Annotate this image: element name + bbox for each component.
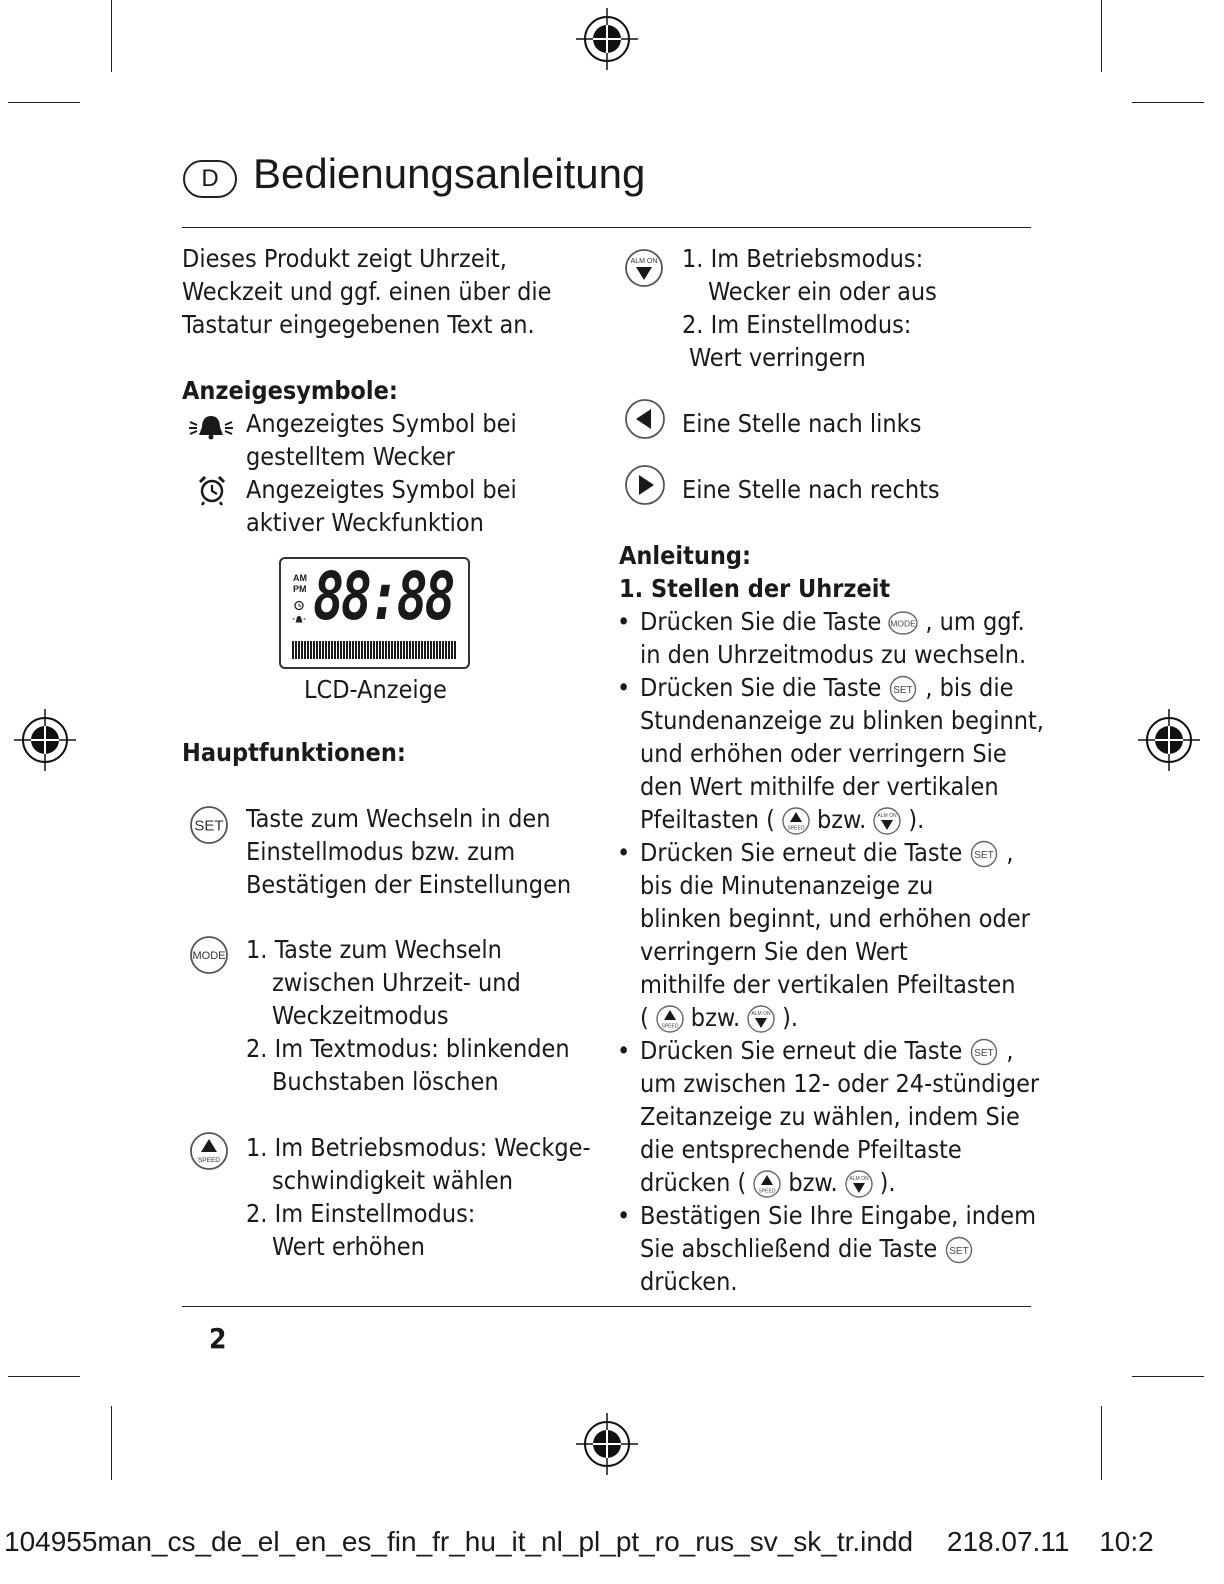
- crop-mark: [111, 0, 112, 72]
- instruction-line: [640, 1232, 981, 1265]
- alarm-clock-icon: [197, 474, 227, 506]
- instruction-text: ,: [1006, 1036, 1014, 1065]
- alarm-set-text: Angezeigtes Symbol bei: [246, 409, 517, 438]
- svg-text:SET: SET: [893, 685, 914, 696]
- instruction-text: bzw.: [816, 805, 867, 834]
- lcd-pm-label: PM: [293, 584, 307, 594]
- instruction-text: die entsprechende Pfeiltaste: [640, 1135, 962, 1164]
- crop-mark: [8, 102, 80, 103]
- alarm-active-text: aktiver Weckfunktion: [246, 508, 484, 537]
- instruction-text: (: [640, 1003, 649, 1032]
- set-key-inline-icon: [943, 1236, 975, 1264]
- instruction-text: Bestätigen Sie Ihre Eingabe, indem: [640, 1201, 1036, 1230]
- symbols-heading: Anzeigesymbole:: [182, 376, 398, 405]
- set-key-inline-icon: [887, 675, 919, 703]
- intro-line: Weckzeit und ggf. einen über die: [182, 277, 552, 306]
- instruction-text: und erhöhen oder verringern Sie: [640, 739, 1007, 768]
- alarm-set-text: gestelltem Wecker: [246, 442, 455, 471]
- page-number: 2: [209, 1322, 227, 1355]
- left-function-text: Eine Stelle nach links: [682, 409, 922, 438]
- language-badge: [183, 160, 237, 198]
- bullet-dot: •: [617, 1036, 631, 1065]
- instructions-subheading: 1. Stellen der Uhrzeit: [619, 574, 891, 603]
- svg-text:ALM ON: ALM ON: [849, 1176, 869, 1182]
- page-title: Bedienungsanleitung: [253, 150, 646, 197]
- almon-function-text: Wert verringern: [689, 343, 866, 372]
- mode-key-label: MODE: [192, 950, 226, 962]
- crop-mark: [1132, 1376, 1204, 1377]
- left-arrow-key-icon: [624, 398, 666, 440]
- almon-down-key-icon: [624, 248, 664, 288]
- alarm-active-text: Angezeigtes Symbol bei: [246, 475, 517, 504]
- svg-text:ALM ON: ALM ON: [751, 1011, 771, 1017]
- instruction-text: , bis die: [925, 673, 1014, 702]
- crop-mark: [8, 1376, 80, 1377]
- instruction-line: [640, 803, 924, 836]
- speed-up-inline-icon: [752, 1169, 782, 1199]
- instruction-text: um zwischen 12- oder 24-stündiger: [640, 1069, 1040, 1098]
- speed-up-inline-icon: [655, 1004, 685, 1034]
- intro-line: Tastatur eingegebenen Text an.: [182, 310, 535, 339]
- instruction-text: den Wert mithilfe der vertikalen: [640, 772, 999, 801]
- lcd-display: [279, 557, 470, 669]
- print-slug: [4, 1524, 1154, 1560]
- right-arrow-key-icon: [624, 464, 666, 506]
- instruction-text: drücken.: [640, 1267, 738, 1296]
- registration-mark-icon: [1138, 709, 1200, 771]
- speed-up-inline-icon: [781, 806, 811, 836]
- bullet-dot: •: [617, 1201, 631, 1230]
- instruction-text: ).: [908, 805, 925, 834]
- instruction-text: bzw.: [690, 1003, 741, 1032]
- instruction-line: [640, 836, 1013, 869]
- mode-key-icon: [189, 935, 229, 975]
- svg-text:SPEED: SPEED: [758, 1188, 776, 1195]
- instruction-text: ).: [782, 1003, 799, 1032]
- alarm-set-bell-icon: [188, 414, 234, 440]
- registration-mark-icon: [14, 709, 76, 771]
- bullet-dot: •: [617, 838, 631, 867]
- slug-filename: 104955man_cs_de_el_en_es_fin_fr_hu_it_nl_pl_pt_ro_rus_sv_sk_tr.indd: [4, 1526, 914, 1557]
- instruction-text: ).: [879, 1168, 896, 1197]
- set-key-inline-icon: [968, 1038, 1000, 1066]
- lcd-am-label: AM: [293, 573, 307, 583]
- instruction-line: [640, 605, 1025, 638]
- set-key-icon: [189, 805, 229, 845]
- instruction-text: Drücken Sie erneut die Taste: [640, 1036, 963, 1065]
- lcd-bell-icon: [292, 615, 306, 624]
- speed-up-key-icon: [189, 1131, 229, 1171]
- registration-mark-icon: [576, 8, 638, 70]
- instruction-text: Drücken Sie die Taste: [640, 607, 882, 636]
- slug-page: 2: [946, 1526, 963, 1557]
- crop-mark: [1101, 0, 1102, 72]
- mode-function-text: Weckzeitmodus: [272, 1001, 449, 1030]
- registration-mark-icon: [576, 1413, 638, 1475]
- instruction-text: verringern Sie den Wert: [640, 937, 908, 966]
- set-function-text: Taste zum Wechseln in den: [246, 804, 551, 833]
- lcd-digits: 88:88: [313, 558, 453, 635]
- lcd-caption: LCD-Anzeige: [304, 675, 447, 704]
- language-badge-label: D: [201, 165, 219, 192]
- instruction-text: Sie abschließend die Taste: [640, 1234, 938, 1263]
- crop-mark: [1132, 102, 1204, 103]
- bullet-dot: •: [617, 607, 631, 636]
- set-function-text: Bestätigen der Einstellungen: [246, 870, 572, 899]
- lcd-text-bar: [292, 641, 456, 659]
- instruction-line: [640, 1001, 798, 1034]
- instruction-text: Pfeiltasten (: [640, 805, 775, 834]
- almon-function-text: 2. Im Einstellmodus:: [682, 310, 912, 339]
- svg-text:SET: SET: [974, 1048, 995, 1059]
- instruction-text: ,: [1006, 838, 1014, 867]
- svg-text:ALM ON: ALM ON: [877, 813, 897, 819]
- almon-function-text: Wecker ein oder aus: [708, 277, 937, 306]
- lcd-alarm-clock-icon: [293, 599, 305, 611]
- instruction-text: , um ggf.: [925, 607, 1025, 636]
- instruction-text: Zeitanzeige zu wählen, indem Sie: [640, 1102, 1020, 1131]
- right-function-text: Eine Stelle nach rechts: [682, 475, 940, 504]
- instruction-text: drücken (: [640, 1168, 747, 1197]
- slug-time: 10:2: [1099, 1526, 1154, 1557]
- mode-function-text: zwischen Uhrzeit- und: [272, 968, 521, 997]
- speed-key-label: SPEED: [197, 1157, 221, 1164]
- speed-function-text: 2. Im Einstellmodus:: [246, 1199, 476, 1228]
- set-function-text: Einstellmodus bzw. zum: [246, 837, 516, 866]
- instruction-text: bzw.: [788, 1168, 838, 1197]
- speed-function-text: Wert erhöhen: [272, 1232, 425, 1261]
- instruction-text: blinken beginnt, und erhöhen oder: [640, 904, 1030, 933]
- bullet-dot: •: [617, 673, 631, 702]
- almon-down-inline-icon: [872, 806, 902, 836]
- functions-heading: Hauptfunktionen:: [182, 738, 406, 767]
- svg-text:SPEED: SPEED: [661, 1023, 679, 1030]
- almon-down-inline-icon: [746, 1004, 776, 1034]
- crop-mark: [111, 1406, 112, 1480]
- svg-text:SPEED: SPEED: [787, 825, 805, 832]
- almon-key-label: ALM ON: [630, 258, 658, 265]
- instruction-line: [640, 1034, 1013, 1067]
- mode-function-text: 2. Im Textmodus: blinkenden: [246, 1034, 570, 1063]
- instruction-line: [640, 671, 1013, 704]
- intro-line: Dieses Produkt zeigt Uhrzeit,: [182, 244, 507, 273]
- speed-function-text: 1. Im Betriebsmodus: Weckge-: [246, 1133, 591, 1162]
- instructions-heading: Anleitung:: [619, 541, 751, 570]
- header-rule: [182, 227, 1031, 228]
- set-key-inline-icon: [968, 840, 1000, 868]
- instruction-line: [640, 1166, 896, 1199]
- mode-function-text: Buchstaben löschen: [272, 1067, 499, 1096]
- svg-text:SET: SET: [974, 850, 995, 861]
- svg-text:MODE: MODE: [890, 618, 917, 629]
- almon-function-text: 1. Im Betriebsmodus:: [682, 244, 924, 273]
- speed-function-text: schwindigkeit wählen: [272, 1166, 514, 1195]
- instruction-text: in den Uhrzeitmodus zu wechseln.: [640, 640, 1027, 669]
- footer-rule: [182, 1306, 1031, 1307]
- slug-date: 18.07.11: [962, 1526, 1070, 1557]
- crop-mark: [1101, 1406, 1102, 1480]
- instruction-text: bis die Minutenanzeige zu: [640, 871, 934, 900]
- instruction-text: Drücken Sie die Taste: [640, 673, 882, 702]
- instruction-text: Stundenanzeige zu blinken beginnt,: [640, 706, 1044, 735]
- instruction-text: Drücken Sie erneut die Taste: [640, 838, 963, 867]
- instruction-text: mithilfe der vertikalen Pfeiltasten: [640, 970, 1016, 999]
- svg-text:SET: SET: [949, 1246, 969, 1257]
- set-key-label: SET: [194, 817, 224, 835]
- mode-key-inline-icon: [887, 610, 919, 636]
- almon-down-inline-icon: [844, 1169, 874, 1199]
- mode-function-text: 1. Taste zum Wechseln: [246, 935, 502, 964]
